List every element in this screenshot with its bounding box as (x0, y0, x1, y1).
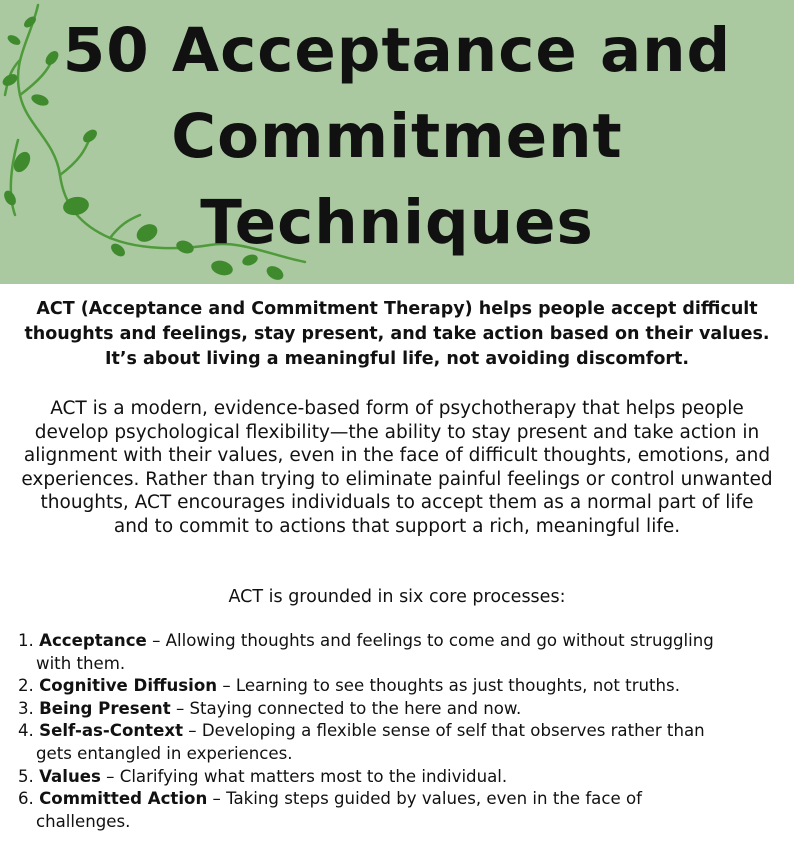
page-title (0, 8, 794, 266)
title-line: 50 Acceptance and (62, 15, 732, 86)
item-description: – Developing a flexible sense of self that observes rather than (183, 721, 705, 741)
item-term: Cognitive Diffusion (39, 676, 218, 696)
item-description-cont: challenges. (36, 811, 131, 831)
item-description: – Staying connected to the here and now. (170, 698, 522, 718)
intro-line: It’s about living a meaningful life, not avoiding discomfort. (104, 349, 690, 369)
description-paragraph (4, 397, 790, 538)
list-item (18, 630, 788, 675)
intro-line: ACT (Acceptance and Commitment Therapy) helps people accept difficult (36, 299, 758, 319)
item-description: – Learning to see thoughts as just thoughts, not truths. (217, 676, 680, 696)
item-number: 5. (18, 766, 34, 786)
intro-line: thoughts and feelings, stay present, and take action based on their values. (24, 324, 770, 344)
description-line: thoughts, ACT encourages individuals to accept them as a normal part of life (40, 492, 754, 513)
list-item (18, 698, 788, 721)
description-line: and to commit to actions that support a rich, meaningful life. (113, 515, 681, 537)
list-item (18, 788, 788, 833)
list-item (18, 675, 788, 698)
item-description-cont: with them. (36, 653, 126, 673)
intro-summary (0, 297, 794, 372)
description-line: ACT is a modern, evidence-based form of psychotherapy that helps people (50, 398, 744, 419)
list-item (18, 720, 788, 765)
item-term: Committed Action (39, 789, 208, 809)
item-number: 6. (18, 789, 34, 809)
item-term: Being Present (39, 698, 171, 718)
item-description: – Allowing thoughts and feelings to come and go without struggling (146, 631, 714, 650)
title-line: Techniques (200, 187, 594, 258)
item-term: Self-as-Context (39, 721, 184, 741)
title-line: Commitment (171, 101, 623, 172)
description-line: develop psychological flexibility—the ability to stay present and take action in (34, 421, 760, 443)
item-description-cont: gets entangled in experiences. (36, 743, 293, 763)
item-number: 1. (18, 631, 34, 650)
core-processes-list (18, 630, 788, 833)
item-number: 4. (18, 721, 34, 741)
list-item (18, 766, 788, 789)
title-banner (0, 0, 794, 284)
item-number: 2. (18, 676, 34, 696)
item-term: Acceptance (39, 631, 147, 650)
section-heading: ACT is grounded in six core processes: (228, 587, 566, 607)
description-line: alignment with their values, even in the face of difficult thoughts, emotions, and (23, 445, 771, 466)
item-term: Values (39, 766, 101, 786)
item-description: – Taking steps guided by values, even in the face of (207, 789, 642, 809)
item-number: 3. (18, 698, 34, 718)
description-line: experiences. Rather than trying to eliminate painful feelings or control unwanted (21, 468, 773, 490)
item-description: – Clarifying what matters most to the individual. (100, 766, 508, 786)
